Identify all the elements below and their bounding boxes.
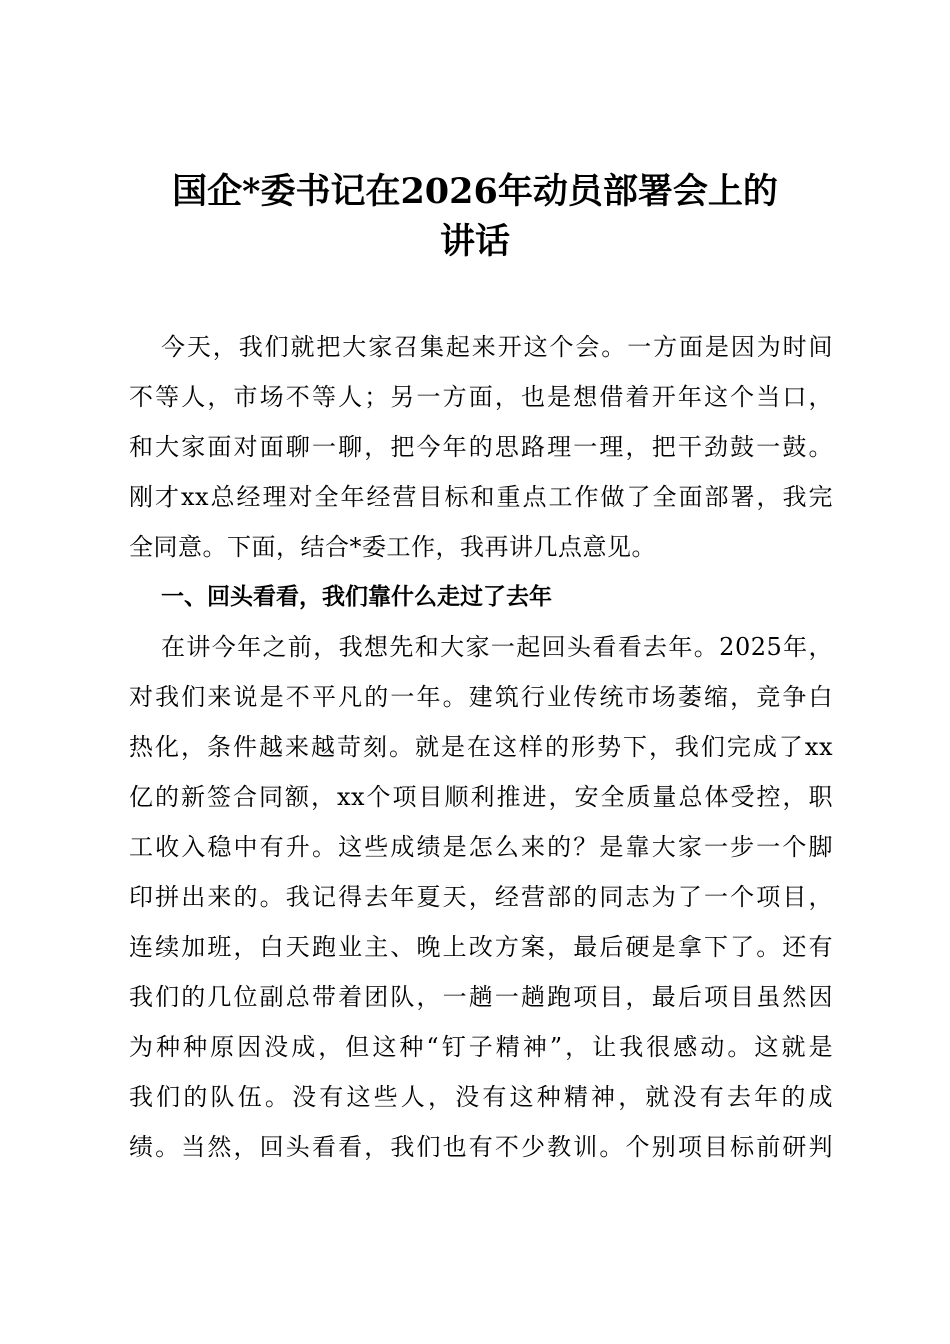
paragraph-2-line-8: 我们的几位副总带着团队，一趟一趟跑项目，最后项目虽然因 [129, 983, 833, 1011]
paragraph-1-line-4: 刚才xx总经理对全年经营目标和重点工作做了全面部署，我完 [129, 483, 833, 511]
paragraph-1-line-3: 和大家面对面聊一聊，把今年的思路理一理，把干劲鼓一鼓。 [129, 433, 833, 461]
document-title-line-1: 国企*委书记在2026年动员部署会上的 [172, 171, 778, 212]
paragraph-2-line-10: 我们的队伍。没有这些人，没有这种精神，就没有去年的成 [129, 1083, 833, 1111]
document-title-line-2: 讲话 [439, 221, 510, 262]
paragraph-2-line-6: 印拼出来的。我记得去年夏天，经营部的同志为了一个项目， [129, 883, 833, 911]
paragraph-2-line-3: 热化，条件越来越苛刻。就是在这样的形势下，我们完成了xx [129, 733, 833, 761]
paragraph-2-line-5: 工收入稳中有升。这些成绩是怎么来的？是靠大家一步一个脚 [129, 833, 833, 861]
paragraph-2-line-9: 为种种原因没成，但这种“钉子精神”，让我很感动。这就是 [129, 1033, 833, 1061]
paragraph-2-line-1: 在讲今年之前，我想先和大家一起回头看看去年。2025年， [161, 633, 833, 661]
paragraph-1-line-1: 今天，我们就把大家召集起来开这个会。一方面是因为时间 [161, 333, 833, 361]
paragraph-1-line-2: 不等人，市场不等人；另一方面，也是想借着开年这个当口， [129, 383, 833, 411]
paragraph-2-line-2: 对我们来说是不平凡的一年。建筑行业传统市场萎缩，竞争白 [129, 683, 833, 711]
paragraph-2-line-4: 亿的新签合同额，xx个项目顺利推进，安全质量总体受控，职 [129, 783, 833, 811]
paragraph-1-line-5: 全同意。下面，结合*委工作，我再讲几点意见。 [129, 533, 656, 561]
paragraph-2-line-7: 连续加班，白天跑业主、晚上改方案，最后硬是拿下了。还有 [129, 933, 833, 961]
section-heading-1: 一、回头看看，我们靠什么走过了去年 [161, 584, 552, 610]
paragraph-2-line-11: 绩。当然，回头看看，我们也有不少教训。个别项目标前研判 [129, 1133, 833, 1161]
